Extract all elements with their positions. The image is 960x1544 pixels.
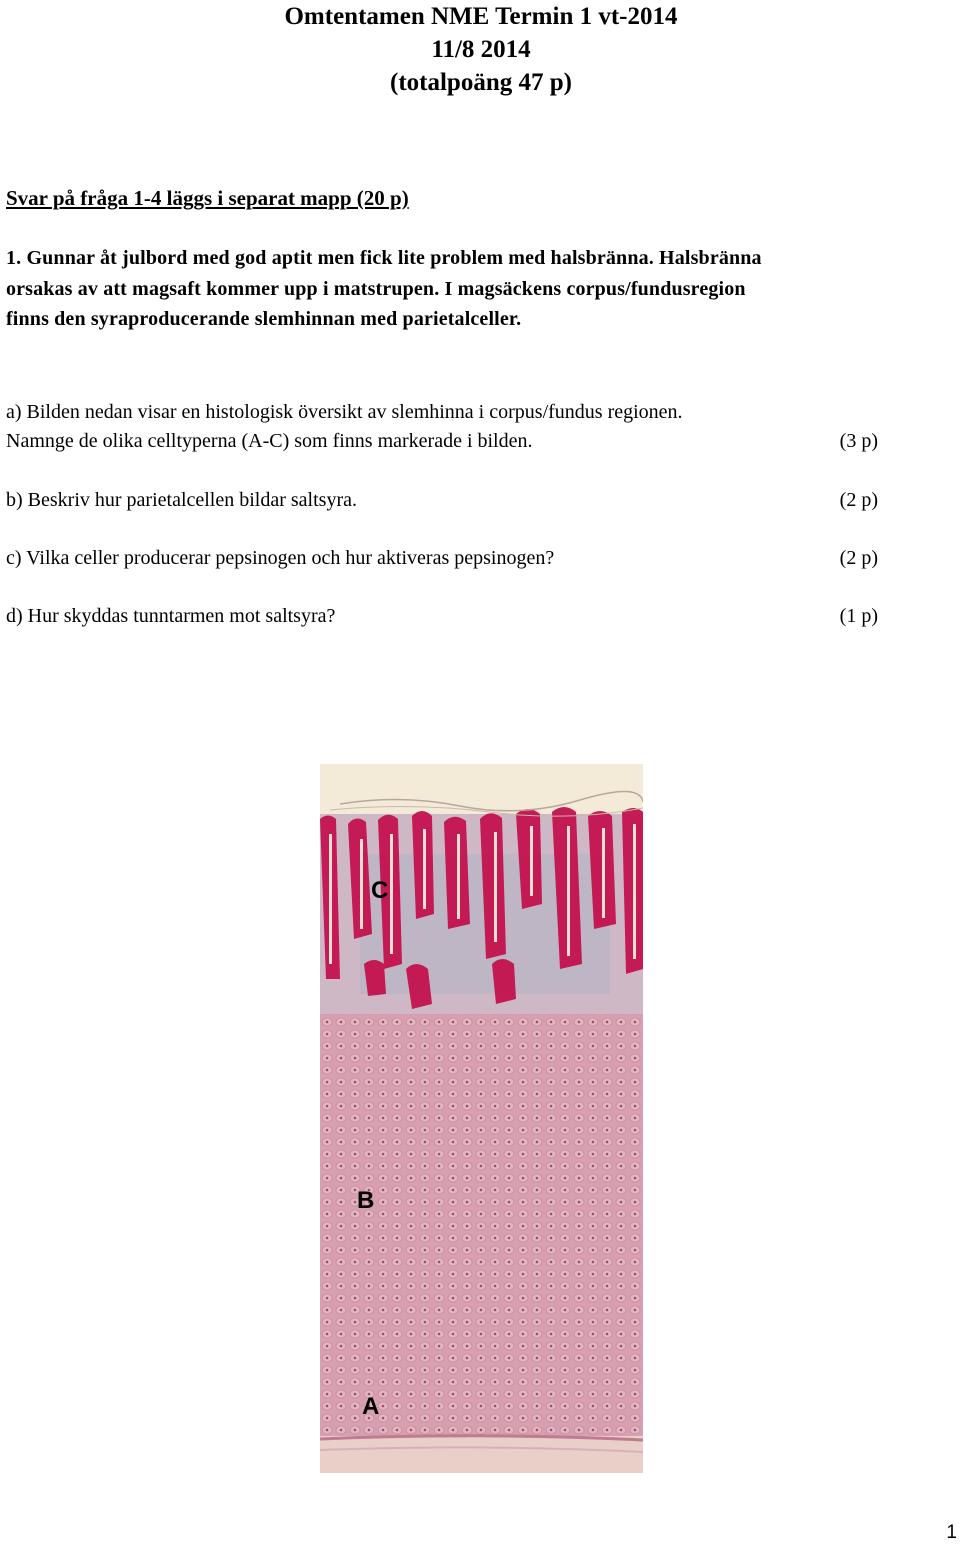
exam-title: Omtentamen NME Termin 1 vt-2014 [284,3,678,30]
label-b: B [357,1187,375,1214]
question-1a-text: a) Bilden nedan visar en histologisk översikt av slemhinna i corpus/fundus regionen. [6,401,683,423]
histology-image [320,764,643,1473]
exam-date: 11/8 2014 [431,36,531,63]
question-1-intro-line: finns den syraproducerande slemhinnan med parietalceller. [6,308,522,330]
question-1a-text: Namnge de olika celltyperna (A-C) som finns markerade i bilden. [6,430,533,452]
question-1d-text: d) Hur skyddas tunntarmen mot saltsyra? [6,605,336,627]
question-1c-points: (2 p) [839,547,878,569]
question-1-intro-line: 1. Gunnar åt julbord med god aptit men fick lite problem med halsbränna. Halsbränna [6,247,762,269]
label-a: A [362,1393,380,1420]
question-1c-text: c) Vilka celler producerar pepsinogen och hur aktiveras pepsinogen? [6,547,555,569]
question-1a-points: (3 p) [839,430,878,452]
label-c: C [371,877,389,904]
question-1b-text: b) Beskriv hur parietalcellen bildar saltsyra. [6,489,357,511]
exam-total-points: (totalpoäng 47 p) [390,69,572,96]
question-1d-points: (1 p) [839,605,878,627]
question-1b-points: (2 p) [839,489,878,511]
page-number: 1 [946,1522,957,1543]
question-1-intro-line: orsakas av att magsaft kommer upp i matstrupen. I magsäckens corpus/fundusregion [6,278,746,300]
histology-figure [320,764,643,1473]
section-heading: Svar på fråga 1-4 läggs i separat mapp (20 p) [6,186,409,210]
